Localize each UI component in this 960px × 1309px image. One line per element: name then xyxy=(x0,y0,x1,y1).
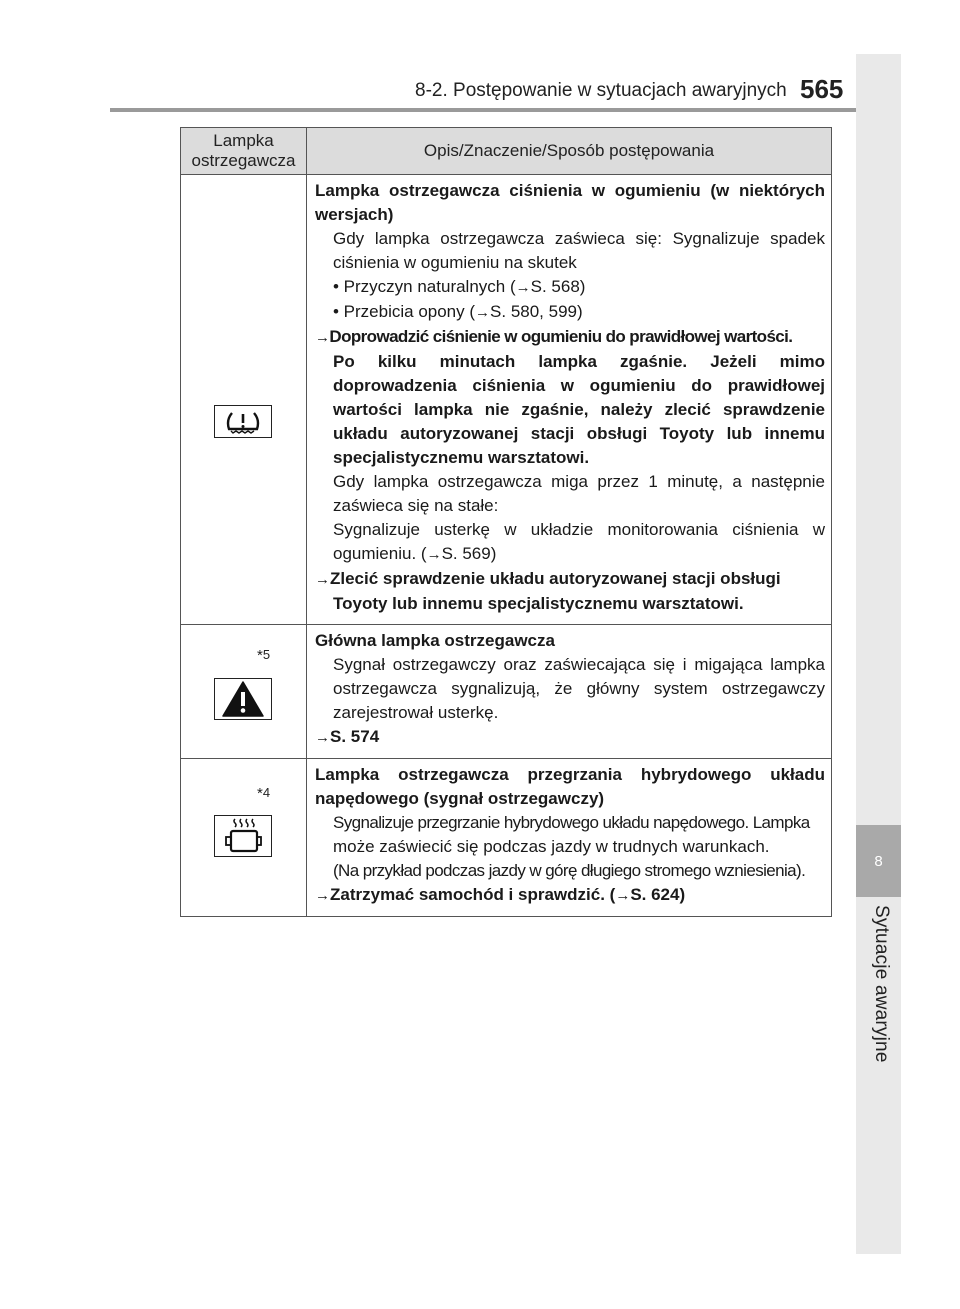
lamp-cell xyxy=(181,625,307,759)
master-warning-triangle-icon xyxy=(214,678,272,720)
bullet-item: • Przyczyn naturalnych (→S. 568) xyxy=(333,277,586,296)
header-section-title: 8-2. Postępowanie w sytuacjach awaryjnych xyxy=(415,80,787,101)
tire-pressure-warning-icon xyxy=(214,405,272,438)
action-text: →Doprowadzić ciśnienie w ogumieniu do prawidłowej wartości. xyxy=(315,327,793,346)
description-text: Gdy lampka ostrzegawcza zaświeca się: Sygnalizuje spadek ciśnienia w ogumieniu na skutek xyxy=(333,229,825,272)
side-tab-strip xyxy=(856,54,901,1254)
table-row xyxy=(181,759,832,917)
table-header-row xyxy=(181,128,832,175)
description-text: może zaświecić się podczas jazdy w trudnych warunkach. xyxy=(333,837,770,856)
footnote-mark: *4 xyxy=(257,785,271,802)
description-cell xyxy=(307,175,832,625)
lamp-title: Główna lampka ostrzegawcza xyxy=(315,631,555,650)
description-text: Sygnał ostrzegawczy oraz zaświecająca się i migająca lampka ostrzegawcza sygnalizują, że główny system ostrzegawczy zarejestrował usterkę. xyxy=(333,655,825,722)
description-text: Gdy lampka ostrzegawcza miga przez 1 minutę, a następnie zaświeca się na stałe: xyxy=(333,472,825,515)
page-number: 565 xyxy=(800,74,844,104)
description-cell xyxy=(307,625,832,759)
lamp-title: Lampka ostrzegawcza przegrzania hybrydowego układu napędowego (sygnał ostrzegawczy) xyxy=(315,765,825,808)
chapter-label: Sytuacje awaryjne xyxy=(871,905,892,1063)
bullet-item: • Przebicia opony (→S. 580, 599) xyxy=(333,302,583,321)
lamp-cell xyxy=(181,175,307,625)
chapter-number-tab: 8 xyxy=(856,825,901,897)
header-divider xyxy=(110,108,900,112)
header-lamp: Lampka ostrzegawcza xyxy=(181,128,307,175)
action-text: →Zlecić sprawdzenie układu autoryzowanej stacji obsługi Toyoty lub innemu specjalistycznemu warsztatowi. xyxy=(315,569,781,613)
footnote-mark: *5 xyxy=(257,647,271,664)
table-row xyxy=(181,175,832,625)
header-description: Opis/Znaczenie/Sposób postępowania xyxy=(307,128,832,175)
lamp-cell xyxy=(181,759,307,917)
action-text: →S. 574 xyxy=(315,727,380,746)
lamp-title: Lampka ostrzegawcza ciśnienia w ogumieniu (w niektórych wersjach) xyxy=(315,181,825,224)
description-text: (Na przykład podczas jazdy w górę długiego stromego wzniesienia). xyxy=(333,861,806,880)
description-text: Sygnalizuje przegrzanie hybrydowego układu napędowego. Lampka xyxy=(333,813,810,832)
warning-lights-table xyxy=(180,127,832,917)
action-continuation: Po kilku minutach lampka zgaśnie. Jeżeli mimo doprowadzenia ciśnienia w ogumieniu do prawidłowej wartości lampka nie zgaśnie, należy zlecić sprawdzenie układu autoryzowanej stacji obsługi Toyoty lub innemu specjalistycznemu warsztatowi. xyxy=(333,352,825,467)
table-row xyxy=(181,625,832,759)
description-cell xyxy=(307,759,832,917)
action-text: →Zatrzymać samochód i sprawdzić. (→S. 624) xyxy=(315,885,686,904)
hybrid-system-overheat-icon xyxy=(214,815,272,857)
description-text: Sygnalizuje usterkę w układzie monitorowania ciśnienia w ogumieniu. (→S. 569) xyxy=(333,520,825,563)
